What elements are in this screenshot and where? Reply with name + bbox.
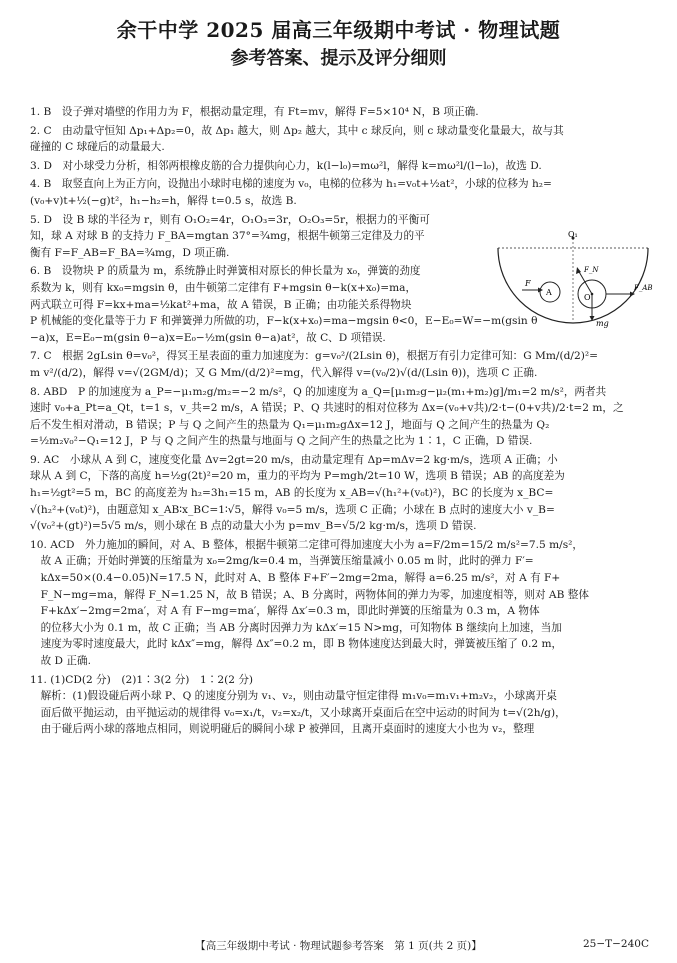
answer-item [30, 537, 652, 670]
answer-item [30, 158, 652, 175]
answer-line: 5. D 设 B 球的半径为 r，则有 O₁O₂=4r，O₁O₃=3r，O₂O₃=5r，根据力的平衡可 [30, 213, 430, 226]
answer-line: F+kΔx′−2mg=2ma′，对 A 有 F−mg=ma′，解得 Δx′=0.3 m，即此时弹簧的压缩量为 0.3 m，A 物体 [30, 605, 540, 618]
answer-line: √(h₂²+(v₀t)²)，由题意知 x_AB∶x_BC=1∶√5，解得 v₀=5 m/s，选项 C 正确；小球在 B 点时的速度大小 v_B= [30, 503, 555, 516]
answer-line: 10. ACD 外力施加的瞬间，对 A、B 整体，根据牛顿第二定律可得加速度大小为 a=F/2m=15/2 m/s²=7.5 m/s²， [30, 538, 584, 551]
force-diagram [492, 230, 654, 330]
answer-line: √(v₀²+(gt)²)=5√5 m/s，则小球在 B 点的动量大小为 p=mv_B=√5/2 kg·m/s，选项 D 错误. [30, 520, 477, 533]
answer-line: 1. B 设子弹对墙壁的作用力为 F，根据动量定理，有 Ft=mv，解得 F=5×10⁴ N，B 项正确. [30, 106, 479, 118]
answer-line: 由于碰后两小球的落地点相同，则说明碰后的瞬间小球 P 被弹回，且离开桌面时的速度大小也为 v₂，整理 [30, 723, 535, 736]
answer-line: h₁=½gt²=5 m，BC 的高度差为 h₂=3h₁=15 m，AB 的长度为 x_AB=√(h₁²+(v₀t)²)，BC 的长度为 x_BC= [30, 487, 554, 500]
page-footer [0, 938, 677, 956]
answer-line: 故 D 正确. [30, 655, 91, 667]
answer-item [30, 104, 652, 121]
answer-line: 9. AC 小球从 A 到 C，速度变化量 Δv=2gt=20 m/s，由动量定理有 Δp=mΔv=2 kg·m/s，选项 A 正确；小 [30, 453, 558, 466]
answer-item [30, 384, 652, 450]
answer-line: 11. (1)CD(2 分) (2)1∶3(2 分) 1∶2(2 分) [30, 673, 254, 686]
answer-item [30, 176, 652, 209]
answer-line: 后不发生相对滑动，B 错误；P 与 Q 之间产生的热量为 Q₁=μ₁m₂gΔx=12 J，地面与 Q 之间产生的热量为 Q₂ [30, 418, 550, 431]
answer-line: 衡有 F=F_AB=F_BA=¾mg，D 项正确. [30, 246, 230, 259]
answer-line: 碰撞的 C 球碰后的动量最大. [30, 141, 165, 154]
answer-line: 6. B 设物块 P 的质量为 m，系统静止时弹簧相对原长的伸长量为 x₀，弹簧的劲度 [30, 265, 421, 278]
answer-line: P 机械能的变化量等于力 F 和弹簧弹力所做的功，F−k(x+x₀)=ma−mgsin θ<0，E−E₀=W=−m(gsin θ [30, 315, 538, 328]
answer-line: 速度为零时速度最大，此时 kΔx″=mg，解得 Δx″=0.2 m，即 B 物体速度达到最大时，弹簧被压缩了 0.2 m， [30, 638, 563, 651]
answer-line: 面后做平抛运动，由平抛运动的规律得 v₀=x₁/t，v₂=x₂/t，又小球离开桌面后在空中运动的时间为 t=√(2h/g)， [30, 706, 566, 719]
answer-line: 解析：(1)假设碰后两小球 P、Q 的速度分别为 v₁、v₂，则由动量守恒定律得 m₁v₀=m₁v₁+m₂v₂，小球离开桌 [30, 690, 557, 703]
answer-line: m v²/(d/2)，解得 v=√(2GM/d)；又 G Mm/(d/2)²=mg，代入解得 v=(v₀/2)√(d/(Lsin θ))，选项 C 正确. [30, 366, 538, 379]
answer-line: F_N−mg=ma，解得 F_N=1.25 N，故 B 错误；A、B 分离时，两物体间的弹力为零，加速度相等，则对 AB 整体 [30, 588, 589, 601]
label-fab: F_AB [634, 284, 653, 292]
label-fn: F_N [584, 266, 599, 274]
label-f: F [525, 279, 531, 288]
answer-item [30, 672, 652, 738]
answer-line: −a)x，E=E₀−m(gsin θ−a)x=E₀−½m(gsin θ−a)at²，故 C、D 项错误. [30, 331, 386, 344]
answer-line: 两式联立可得 F=kx+ma=½kat²+ma，故 A 错误，B 正确；由功能关系得物块 [30, 298, 412, 311]
answer-item [30, 452, 652, 535]
answer-line: 系数为 k，则有 kx₀=mgsin θ，由牛顿第二定律有 F+mgsin θ−k(x+x₀)=ma， [30, 281, 417, 294]
label-o1: O₁ [568, 230, 578, 239]
footer-page-info: 【高三年级期中考试 · 物理试题参考答案 第 1 页(共 2 页)】 [195, 940, 482, 952]
answer-line: =½m₂v₀²−Q₁=12 J，P 与 Q 之间产生的热量与地面与 Q 之间产生的热量之比为 1∶1，C 正确，D 错误. [30, 435, 533, 448]
answer-line: 8. ABD P 的加速度为 a_P=−μ₁m₂g/m₂=−2 m/s²，Q 的加速度为 a_Q=[μ₁m₂g−μ₂(m₁+m₂)g]/m₁=2 m/s²，两者共 [30, 385, 607, 398]
answer-line: 4. B 取竖直向上为正方向，设抛出小球时电梯的速度为 v₀，电梯的位移为 h₁=v₀t+½at²，小球的位移为 h₂= [30, 178, 552, 191]
answer-body [30, 104, 652, 740]
label-a: A [546, 288, 552, 297]
label-o: O [584, 293, 591, 302]
answer-line: (v₀+v)t+½(−g)t²，h₁−h₂=h，解得 t=0.5 s，故选 B. [30, 194, 297, 207]
answer-line: 知，球 A 对球 B 的支持力 F_BA=mgtan 37°=¾mg，根据牛顿第三定律及力的平 [30, 230, 425, 243]
footer-code: 25−T−240C [582, 938, 649, 950]
answer-line: 的位移大小为 0.1 m，故 C 正确；当 AB 分离时因弹力为 kΔx′=15 N>mg，可知物体 B 继续向上加速，当加 [30, 621, 562, 634]
answer-line: 速时 v₀+a_Pt=a_Qt，t=1 s，v_共=2 m/s，A 错误；P、Q 共速时的相对位移为 Δx=(v₀+v共)/2·t−(0+v共)/2·t=2 m，之 [30, 402, 624, 415]
page-subtitle: 参考答案、提示及评分细则 [230, 48, 447, 69]
answer-line: 故 A 正确；开始时弹簧的压缩量为 x₀=2mg/k=0.4 m，当弹簧压缩量减小 0.05 m 时，此时的弹力 F′= [30, 555, 534, 568]
item-gap [30, 738, 652, 740]
label-mg: mg [596, 319, 609, 328]
answer-line: 2. C 由动量守恒知 Δp₁+Δp₂=0，故 Δp₁ 越大，则 Δp₂ 越大，其中 c 球反向，则 c 球动量变化量最大，故与其 [30, 124, 564, 137]
answer-item [30, 123, 652, 156]
answer-line: 7. C 根据 2gLsin θ=v₀²，得冥王星表面的重力加速度为：g=v₀²/(2Lsin θ)，根据万有引力定律可知：G Mm/(d/2)²= [30, 350, 598, 363]
page-title: 余干中学 2025 届高三年级期中考试 · 物理试题 [116, 18, 561, 42]
answer-line: 3. D 对小球受力分析，相邻两根橡皮筋的合力提供向心力，k(l−l₀)=mω²l，解得 k=mω²l/(l−l₀)，故选 D. [30, 159, 542, 172]
answer-item [30, 348, 652, 381]
answer-line: 球从 A 到 C，下落的高度 h=½g(2t)²=20 m，重力的平均为 P=mgh/2t=10 W，选项 B 错误；AB 的高度差为 [30, 470, 565, 483]
answer-line: kΔx=50×(0.4−0.05)N=17.5 N，此时对 A、B 整体 F+F′−2mg=2ma，解得 a=6.25 m/s²，对 A 有 F+ [30, 572, 561, 585]
